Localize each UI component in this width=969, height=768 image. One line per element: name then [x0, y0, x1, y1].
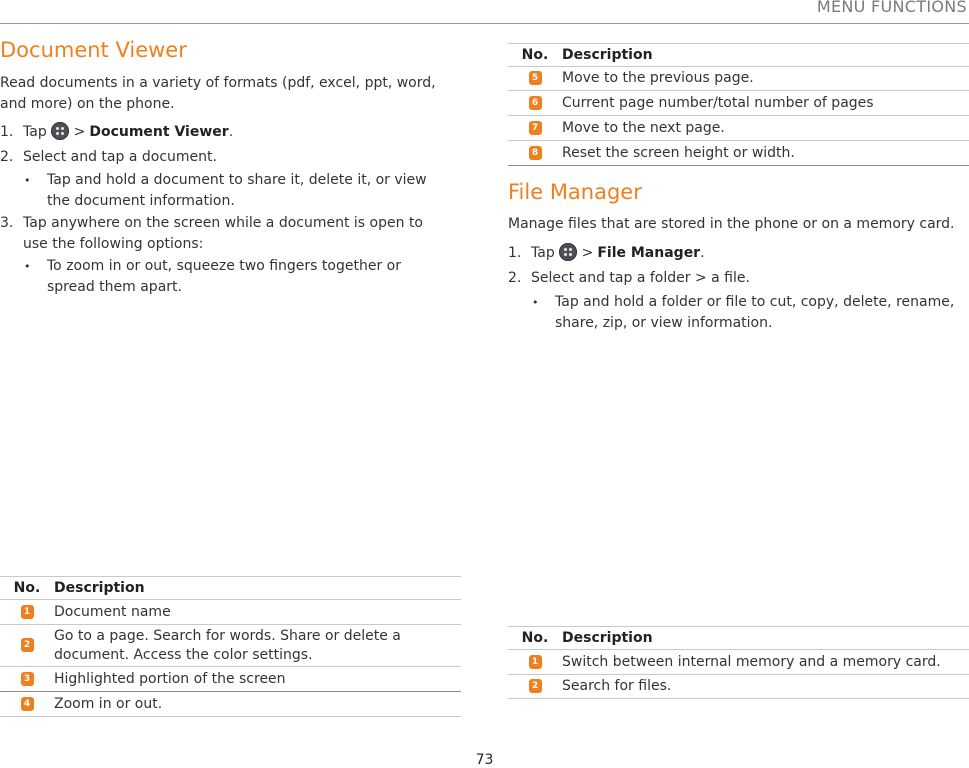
step-separator: >: [581, 245, 594, 261]
fm-bullet-1: [532, 292, 969, 334]
step-text: Tap anywhere on the screen while a document is open to use the following options:: [23, 215, 423, 252]
file-manager-table: [508, 626, 969, 699]
table-row: [0, 600, 461, 625]
document-viewer-table-continued: [508, 43, 969, 166]
callout-number-badge: 8: [529, 146, 542, 160]
table-header-row: [0, 577, 461, 600]
step-number: 3.: [0, 215, 14, 231]
apps-icon: [51, 122, 69, 140]
document-viewer-intro: Read documents in a variety of formats (pdf, excel, ppt, word, and more) on the phone.: [0, 75, 436, 112]
step-number: 2.: [508, 270, 522, 286]
row-description: Highlighted portion of the screen: [54, 670, 286, 687]
step-text: Select and tap a document.: [23, 149, 217, 165]
row-description: Current page number/total number of pages: [562, 94, 874, 111]
step-separator: >: [73, 124, 86, 140]
row-description: Switch between internal memory and a memory card.: [562, 653, 941, 670]
step-text: Tap: [531, 245, 555, 261]
table-row: [508, 67, 969, 91]
callout-number-badge: 5: [529, 71, 542, 85]
callout-number-badge: 2: [529, 679, 542, 693]
callout-number-badge: 3: [21, 672, 34, 686]
bullet-dot: •: [532, 296, 539, 309]
step-text: Select and tap a folder > a file.: [531, 270, 750, 286]
table-row: [508, 116, 969, 141]
bullet-text: Tap and hold a document to share it, delete it, or view the document information.: [47, 172, 427, 209]
row-description: Document name: [54, 603, 171, 620]
column-header-no: No.: [521, 47, 549, 63]
step-text: Tap: [23, 124, 47, 140]
bullet-text: To zoom in or out, squeeze two fingers together or spread them apart.: [47, 258, 401, 295]
file-manager-title: File Manager: [508, 180, 642, 204]
table-header-row: [508, 44, 969, 67]
page-number: 73: [475, 752, 494, 768]
dv-step-3: [0, 213, 450, 255]
bullet-text: Tap and hold a folder or file to cut, copy, delete, rename, share, zip, or view information.: [555, 294, 955, 331]
header-divider: [0, 23, 969, 24]
table-row: [0, 667, 461, 692]
callout-number-badge: 2: [21, 638, 34, 652]
row-description: Move to the previous page.: [562, 70, 754, 86]
callout-number-badge: 4: [21, 697, 34, 711]
fm-step-1: [508, 243, 963, 264]
bullet-dot: •: [24, 260, 31, 273]
table-row: [0, 692, 461, 717]
row-description: Reset the screen height or width.: [562, 144, 795, 161]
row-description: Search for files.: [562, 678, 672, 694]
apps-icon: [559, 243, 577, 261]
dv-bullet-1: [24, 170, 444, 212]
dv-bullet-2: [24, 256, 444, 298]
step-suffix: .: [228, 124, 234, 140]
step-suffix: .: [700, 245, 705, 261]
section-header: MENU FUNCTIONS: [816, 0, 967, 16]
column-header-description: Description: [54, 580, 145, 596]
column-header-description: Description: [562, 630, 653, 646]
column-header-description: Description: [562, 47, 653, 63]
table-row: [0, 625, 461, 667]
callout-number-badge: 1: [529, 655, 542, 669]
callout-number-badge: 1: [21, 605, 34, 619]
row-description: Move to the next page.: [562, 119, 725, 136]
document-viewer-title: Document Viewer: [0, 38, 187, 62]
step-target: File Manager: [597, 245, 701, 261]
fm-step-2: [508, 268, 963, 289]
step-number: 1.: [0, 124, 14, 140]
dv-step-1: [0, 122, 455, 143]
callout-number-badge: 6: [529, 96, 542, 110]
table-row: [508, 141, 969, 166]
file-manager-intro: Manage files that are stored in the phone or on a memory card.: [508, 216, 955, 232]
bullet-dot: •: [24, 174, 31, 187]
column-header-no: No.: [521, 630, 549, 646]
table-row: [508, 91, 969, 116]
step-number: 1.: [508, 245, 522, 261]
table-row: [508, 675, 969, 699]
step-number: 2.: [0, 149, 14, 165]
table-row: [508, 650, 969, 675]
step-target: Document Viewer: [89, 124, 229, 140]
table-header-row: [508, 627, 969, 650]
row-description: Go to a page. Search for words. Share or delete a document. Access the color settings.: [54, 627, 401, 663]
document-viewer-table: [0, 576, 461, 717]
row-description: Zoom in or out.: [54, 695, 163, 712]
dv-step-2: [0, 147, 455, 168]
column-header-no: No.: [13, 580, 41, 596]
callout-number-badge: 7: [529, 121, 542, 135]
